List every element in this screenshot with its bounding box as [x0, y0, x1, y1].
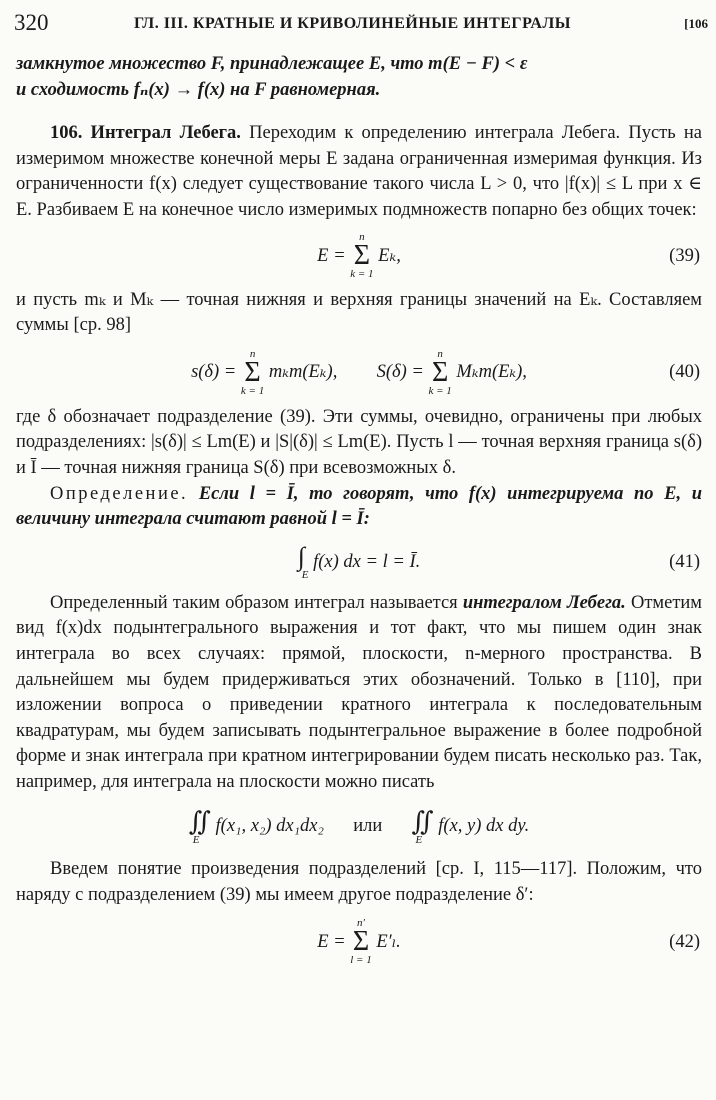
double-right-body: f(x, y) dx dy. — [438, 816, 530, 837]
sum-upper-limit: n — [249, 347, 256, 360]
paragraph-definition — [16, 482, 702, 533]
sum-upper-limit: n — [437, 347, 443, 360]
summation-symbol: n′ Σ l = 1 — [350, 917, 372, 967]
continued-theorem-line-2: и сходимость fₙ(x) → f(x) на F равномерная. — [16, 79, 381, 100]
paragraph-bounds: и пусть mₖ и Mₖ — точная нижняя и верхняя границы значений на Eₖ. Составляем суммы [ср. 98] — [16, 289, 702, 336]
running-title: ГЛ. III. КРАТНЫЕ И КРИВОЛИНЕЙНЫЕ ИНТЕГРАЛЫ — [134, 15, 572, 32]
equation-double-integral — [16, 795, 702, 857]
paragraph-sums: где δ обозначает подразделение (39). Эти суммы, очевидно, ограничены при любых подразделениях: |s(δ)| ≤ Lm(E) и |S|(δ)| ≤ Lm(E). Пусть l — точная верхняя граница s(δ) и Ī — точная нижняя граница S(δ) при всевозможных δ. — [16, 406, 702, 478]
sum-lower-limit: k = 1 — [350, 268, 374, 281]
connector-word: или — [353, 816, 383, 837]
paragraph-product-subdivisions: Введем понятие произведения подразделений [ср. I, 115—117]. Положим, что наряду с подразделением (39) мы имеем другое подразделение δ′: — [16, 859, 702, 906]
eq39-term: Eₖ, — [378, 245, 401, 266]
integral-domain: E — [415, 833, 423, 846]
paragraph-lebesgue-integral — [16, 591, 702, 796]
continued-theorem-line-1: замкнутое множество F, принадлежащее E, что m(E − F) < ε — [16, 54, 528, 74]
paragraph-text: Переходим к определению интеграла Лебега. Пусть на измеримом множестве конечной меры E задана ограниченная измеримая функция. Из ограниченности f(x) следует существование такого числа L > 0, что |f(x)| ≤ L при x ∈ E. Разбиваем E на конечное число измеримых подмножеств попарно без общих точек: — [16, 123, 702, 220]
eq42-lhs: E = — [317, 931, 346, 952]
sum-lower-limit: k = 1 — [428, 384, 452, 397]
integral-domain: E — [301, 568, 309, 581]
eq40-lhs1: s(δ) = — [191, 361, 237, 382]
definition-text: Если l = Ī, то говорят, что f(x) интегрируема по E, и величину интеграла считают равной l = Ī: — [16, 483, 703, 530]
section-title: 106. Интеграл Лебега. — [50, 123, 241, 144]
equation-41 — [16, 533, 702, 591]
summation-symbol: n Σ k = 1 — [240, 347, 265, 397]
eq40-term2: Mₖm(Eₖ), — [456, 361, 527, 382]
double-left-body: f(x₁, x₂) dx₁dx₂ — [215, 816, 324, 837]
eq42-term: E′ₗ. — [376, 931, 401, 952]
page-number: 320 — [14, 10, 49, 35]
equation-number: (40) — [669, 361, 700, 382]
text-part-b: Отметим вид f(x)dx подынтегрального выражения и тот факт, что мы пишем один знак интеграла во всех случаях: прямой, плоскости, n-мерного пространства. В дальнейшем мы будем придерживаться этих обозначений. Только в [110], при изложении вопроса о приведении кратного интеграла к последовательным квадратурам, мы будем записывать подынтегральное выражение в более подробной форме и знак интеграла при кратном интегрировании будем писать несколько раз. Так, например, для интеграла на плоскости можно писать — [16, 592, 703, 792]
equation-40 — [16, 339, 702, 405]
eq41-body: f(x) dx = l = Ī. — [313, 551, 421, 572]
equation-number: (39) — [669, 245, 700, 266]
summation-symbol: n Σ k = 1 — [350, 231, 374, 281]
page-header — [14, 10, 708, 40]
eq39-lhs: E = — [317, 245, 346, 266]
equation-42 — [16, 909, 702, 975]
sum-upper-limit: n′ — [357, 917, 365, 930]
double-integral-symbol: ∬ E — [188, 806, 211, 846]
page-body — [16, 52, 702, 975]
sum-lower-limit: l = 1 — [350, 954, 372, 967]
eq40-lhs2: S(δ) = — [376, 361, 424, 382]
equation-39 — [16, 224, 702, 288]
text-part-a: Определенный таким образом интеграл называется — [50, 592, 463, 613]
definition-label: Определение. — [50, 483, 189, 504]
integral-domain: E — [192, 833, 200, 846]
equation-number: (42) — [669, 931, 700, 952]
sum-upper-limit: n — [359, 231, 365, 244]
integral-symbol: ∫ E — [297, 541, 309, 581]
sum-lower-limit: k = 1 — [240, 384, 265, 397]
double-integral-symbol: ∬ E — [411, 806, 434, 846]
summation-symbol: n Σ k = 1 — [428, 347, 452, 397]
section-ref: [106 — [684, 16, 708, 31]
equation-number: (41) — [669, 551, 700, 572]
defined-term: интегралом Лебега. — [462, 592, 626, 613]
eq40-term1: mₖm(Eₖ), — [268, 361, 338, 382]
paragraph-lebesgue-intro — [16, 121, 702, 223]
